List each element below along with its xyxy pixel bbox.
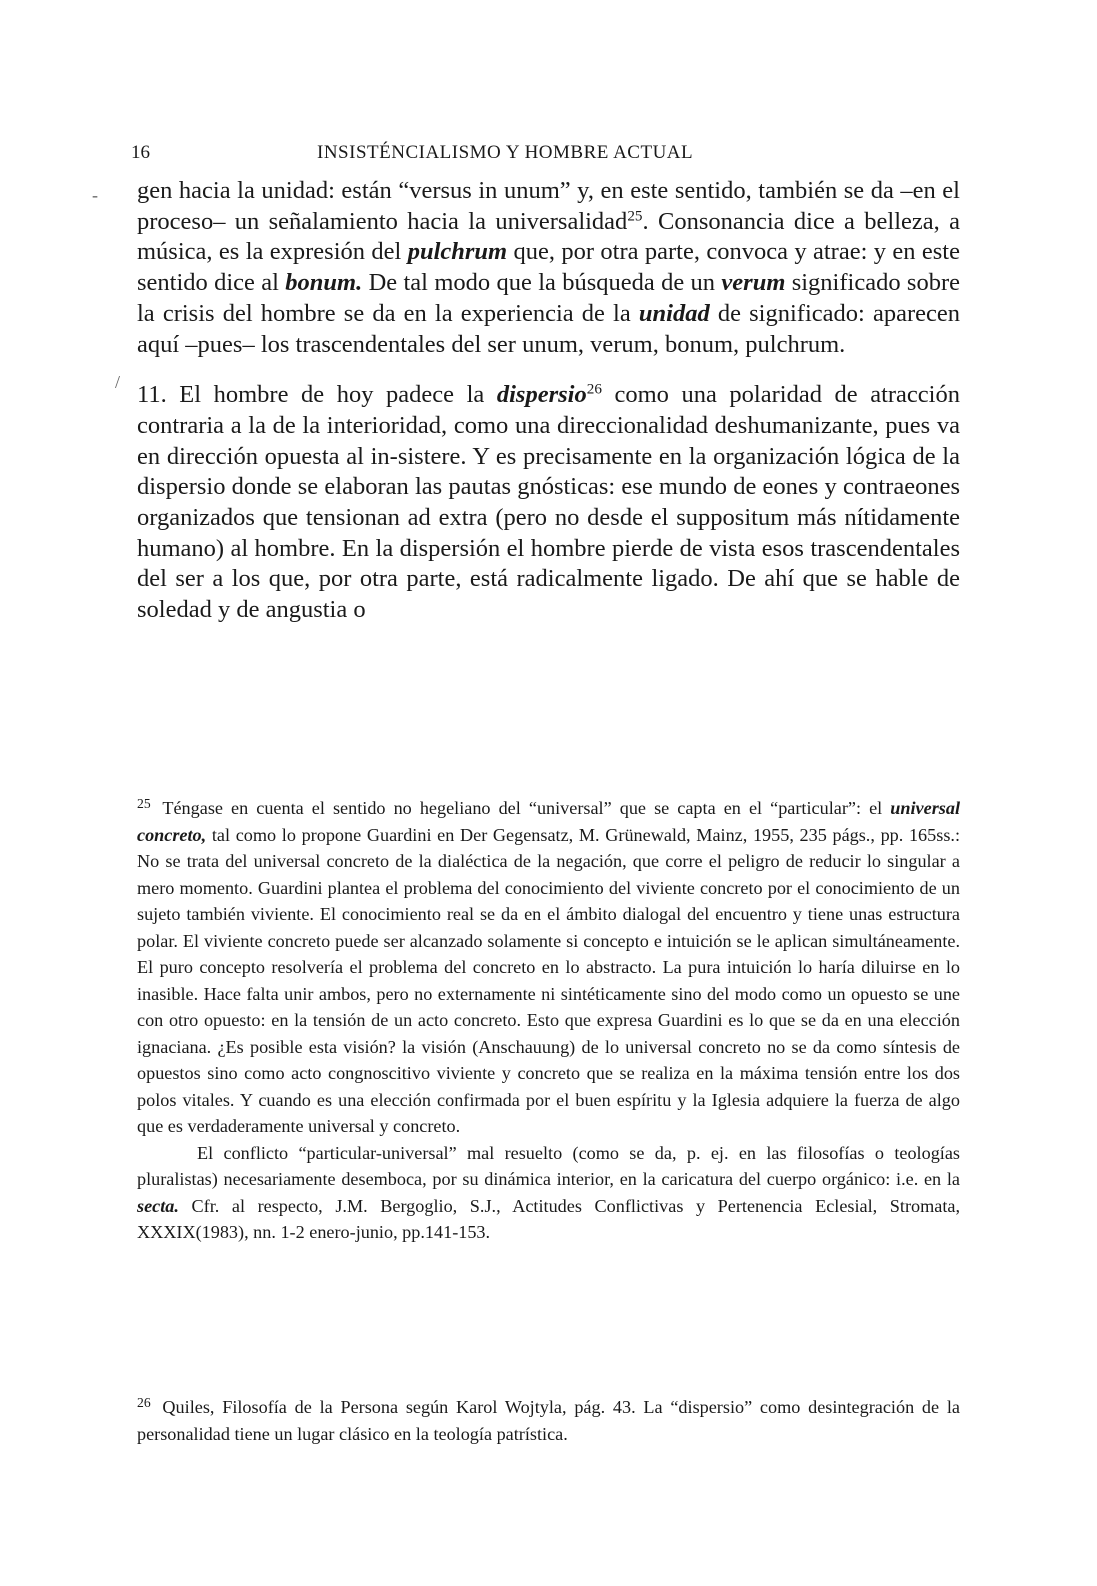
page-header [131, 142, 961, 168]
footnote-26: $^{26}$ Quiles, Filosofía de la Persona según Karol Wojtyla, pág. 43. La “dispersio” como desintegración de la personalidad tiene un lugar clásico en la teología patrística. [137, 1395, 960, 1444]
footnote-mark: 26 [137, 1395, 151, 1410]
footnote-ref-26: 26 [586, 380, 602, 398]
footnote-mark: 25 [137, 796, 151, 811]
footnote-25: $^{25}$ Téngase en cuenta el sentido no hegeliano del “universal” que se capta en el “particular”: el universal concreto, tal como lo propone Guardini en Der Gegensatz, M. Grünewald, Mainz, 1955, 235 págs., pp. 165ss.: No se trata del universal concreto de la dialéctica de la negación, que corre el peligro de reducir lo singular a mero momento. Guardini plantea el problema del conocimiento del viviente concreto por el conocimiento de un sujeto también viviente. El conocimiento real se da en el ámbito dialogal del encuentro y tiene unas estructura polar. El viviente concreto puede ser alcanzado solamente si concepto e intuición se le aplican simultáneamente. El puro concepto resolvería el problema del concreto en lo abstracto. La pura intuición lo haría diluirse en lo inasible. Hace falta unir ambos, pero no externamente ni sintéticamente sino del modo como un opuesto se une con otro opuesto: en la tensión de un acto concreto. Esto que expresa Guardini es lo que se da en una elección ignaciana. ¿Es posible esta visión? la visión (Anschauung) de lo universal concreto no se da como síntesis de opuestos sino como acto congnoscitivo viviente y concreto que se realiza en la máxima tensión entre los dos polos vitales. Y cuando es una elección confirmada por el buen espíritu y la Iglesia adquiere la fuerza de algo que es verdaderamente universal y concreto. El conflicto “particular-universal” mal resuelto (como se da, p. ej. en las filosofías o teologías pluralistas) necesariamente desemboca, por su dinámica interior, en la caricatura del cuerpo orgánico: i.e. en la secta. Cfr. al respecto, J.M. Bergoglio, S.J., Actitudes Conflictivas y Pertenencia Eclesial, Stromata, XXXIX(1983), nn. 1-2 enero-junio, pp.141-153. [137, 796, 960, 1243]
footnote-ref-25: 25 [627, 207, 643, 225]
margin-mark: - [92, 185, 98, 205]
margin-mark: / [115, 372, 121, 392]
running-title: INSISTÉNCIALISMO Y HOMBRE ACTUAL [317, 142, 694, 163]
paragraph-1: gen hacia la unidad: están “versus in unum” y, en este sentido, también se da –en el proceso– un señalamiento hacia la universalidad$^{25}$. Consonancia dice a belleza, a música, es la expresión del pulchrum que, por otra parte, convoca y atrae: y en este sentido dice al bonum. De tal modo que la búsqueda de un verum significado sobre la crisis del hombre se da en la experiencia de la unidad de significado: aparecen aquí –pues– los trascendentales del ser unum, verum, bonum, pulchrum. [137, 177, 960, 358]
paragraph-2: 11. El hombre de hoy padece la dispersio$^{26}$ como una polaridad de atracción contraria a la de la interioridad, como una direccionalidad deshumanizante, pues va en dirección opuesta al in-sistere. Y es precisamente en la organización lógica de la dispersio donde se elaboran las pautas gnósticas: ese mundo de eones y contraeones organizados que tensionan ad extra (pero no desde el suppositum más nítidamente humano) al hombre. En la dispersión el hombre pierde de vista esos trascendentales del ser a los que, por otra parte, está radicalmente ligado. De ahí que se hable de soledad y de angustia o [137, 380, 960, 624]
body-text [137, 176, 960, 626]
page-number: 16 [131, 142, 150, 163]
